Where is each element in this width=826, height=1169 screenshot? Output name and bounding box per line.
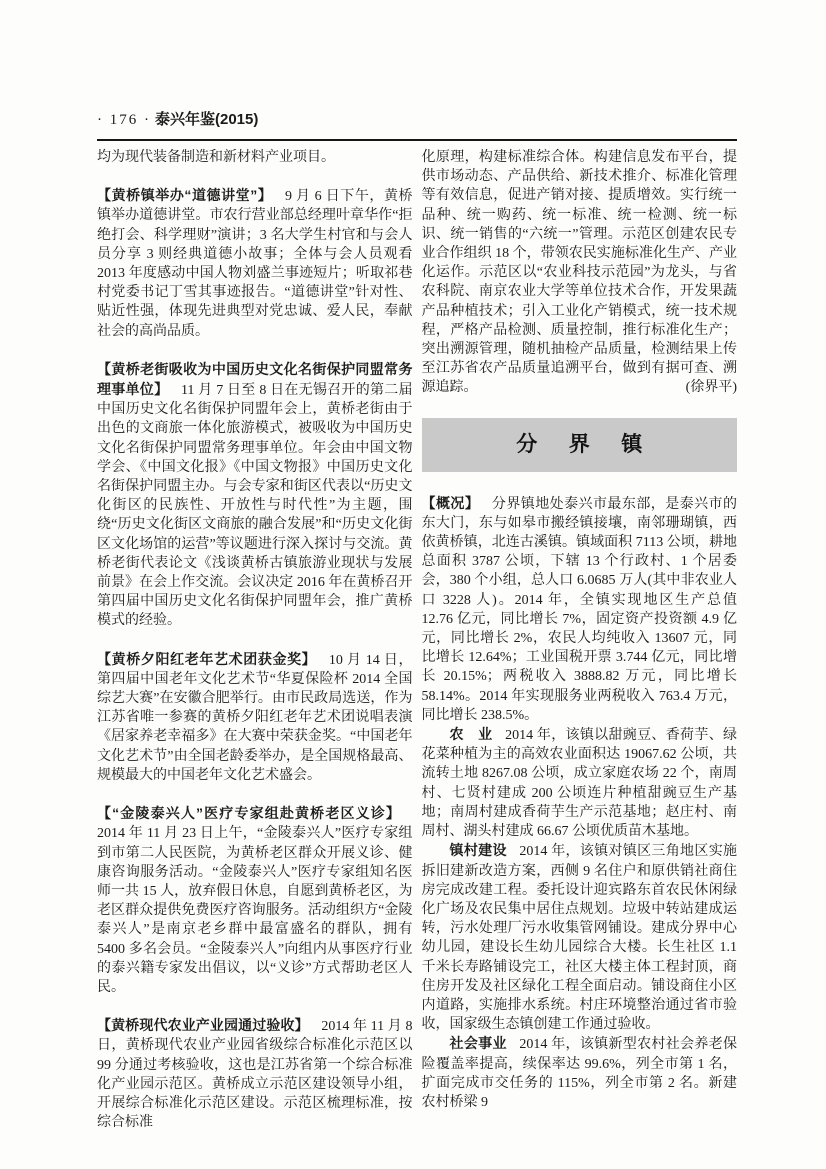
paragraph-text: 2014 年，该镇新型农村社会养老保险覆盖率提高，续保率达 99.6%，列全市第 1 名，扩面完成市交任务的 115%，列全市第 2 名。新建农村桥梁 9 bbox=[421, 1037, 738, 1110]
entry-paragraph bbox=[97, 360, 413, 631]
entry-paragraph bbox=[422, 725, 738, 841]
paragraph-text: 2014 年，该镇以甜豌豆、香荷芋、绿花菜种植为主的高效农业面积达 19067.62 公顷，共流转土地 8267.08 公顷，成立家庭农场 22 个，南周村、七贤村建成 200 公顷连片种植甜豌豆生产基地；南周村建成香荷芋生产示范基地；赵庄村、南周村、湖头村建成 66.67 公顷优质苗木基地。 bbox=[421, 728, 738, 840]
entry-heading: 【概况】 bbox=[421, 494, 480, 511]
entry-heading: 【“金陵泰兴人”医疗专家组赴黄桥老区义诊】 bbox=[97, 805, 400, 822]
entry-paragraph bbox=[97, 1016, 413, 1132]
entry-paragraph bbox=[97, 186, 413, 341]
paragraph-text: 均为现代装备制造和新材料产业项目。 bbox=[97, 150, 335, 165]
paragraph-text: 2014 年 11 月 23 日上午，“金陵泰兴人”医疗专家组到市第二人民医院，为黄桥老区群众开展义诊、健康咨询服务活动。“金陵泰兴人”医疗专家组知名医师一共 15 人，放弃假日休息，自愿到黄桥老区，为老区群众提供免费医疗咨询服务。活动组织方“金陵泰兴人”是南京老乡群中最富盛名的群队，拥有 5400 多名会员。“金陵泰兴人”向组内从事医疗行业的泰兴籍专家发出倡议，以“义诊”方式帮助老区人民。 bbox=[97, 826, 413, 995]
two-column-body bbox=[97, 148, 737, 1132]
entry-paragraph bbox=[97, 650, 413, 785]
town-section-banner bbox=[422, 418, 738, 472]
entry-paragraph bbox=[97, 804, 413, 997]
entry-paragraph bbox=[422, 841, 738, 1034]
paragraph-text: 2014 年 11 月 8 日，黄桥现代农业产业园省级综合标准化示范区以 99 分通过考核验收，这也是江苏省第一个综合标准化产业园示范区。黄桥成立示范区建设领导小组，开展综合标准化示范区建设。示范区梳理标准，按综合标准 bbox=[97, 1019, 413, 1131]
entry-subheading: 社会事业 bbox=[449, 1035, 507, 1052]
entry-paragraph bbox=[422, 1034, 738, 1112]
paragraph-text: 化原理，构建标准综合体。构建信息发布平台，提供市场动态、产品供给、新技术推介、标准化管理等有效信息，促进产销对接、提质增效。实行统一品种、统一购药、统一标准、统一检测、统一标识、统一销售的“六统一”管理。示范区创建农民专业合作组织 18 个，带领农民实施标准化生产、产业化运作。示范区以“农业科技示范园”为龙头，与省农科院、南京农业大学等单位技术合作，开发果蔬产品种植技术；引入工业化产销模式，统一技术规程，严格产品检测、质量控制，推行标准化生产；突出溯源管理，随机抽检产品质量，检测结果上传至江苏省农产品质量追溯平台，做到有据可查、溯源追踪。 bbox=[421, 150, 737, 396]
left-column bbox=[97, 148, 413, 1132]
book-title: 泰兴年鉴(2015) bbox=[155, 111, 259, 128]
entry-paragraph bbox=[422, 494, 738, 725]
entry-heading: 【黄桥现代农业产业园通过验收】 bbox=[97, 1017, 309, 1034]
page-number: · 176 · bbox=[97, 112, 151, 128]
entry-subheading: 镇村建设 bbox=[449, 842, 507, 859]
paragraph-text: 2014 年，该镇对镇区三角地区实施拆旧建新改造方案，西侧 9 名住户和原供销社商住房完成改建工程。委托设计迎宾路东首农民休闲绿化广场及农民集中居住点规划。垃圾中转站建成运转，污水处理厂污水收集管网铺设。建成分界中心幼儿园，建设长生幼儿园综合大楼。长生社区 1.1 千米长寿路铺设完工，社区大楼主体工程封顶，商住房开发及社区绿化工程全面启动。铺设商住小区内道路，实施排水系统。村庄环境整治通过省市验收，国家级生态镇创建工作通过验收。 bbox=[421, 844, 738, 1033]
town-banner-title: 分界镇 bbox=[516, 433, 674, 457]
paragraph-continuation bbox=[422, 148, 738, 398]
entry-heading: 【黄桥镇举办“道德讲堂”】 bbox=[97, 187, 273, 204]
paragraph-text: 10 月 14 日，第四届中国老年文化艺术节“华夏保险杯 2014 全国综艺大赛”在安徽合肥举行。由市民政局选送，作为江苏省唯一参赛的黄桥夕阳红老年艺术团说唱表演《居家养老幸福多》在大赛中荣获金奖。“中国老年文化艺术节”由全国老龄委举办，是全国规格最高、规模最大的中国老年文化艺术盛会。 bbox=[97, 652, 413, 783]
entry-subheading: 农 业 bbox=[449, 726, 493, 743]
author-attribution: (徐界平) bbox=[685, 380, 737, 396]
entry-heading: 【黄桥夕阳红老年艺术团获金奖】 bbox=[97, 650, 317, 667]
paragraph-text: 分界镇地处泰兴市最东部，是泰兴市的东大门，东与如皋市搬经镇接壤，南邻珊瑚镇，西依黄桥镇，北连古溪镇。镇域面积 7113 公顷，耕地总面积 3787 公顷，下辖 13 个行政村、1 个居委会，380 个小组，总人口 6.0685 万人(其中非农业人口 3228 人)。2014 年，全镇实现地区生产总值 12.76 亿元，同比增长 7%，固定资产投资额 4.9 亿元，同比增长 2%，农民人均纯收入 13607 元，同比增长 12.64%；工业国税开票 3.744 亿元，同比增长 20.15%；两税收入 3888.82 万元，同比增长 58.14%。2014 年实现服务业两税收入 763.4 万元，同比增长 238.5%。 bbox=[421, 496, 737, 723]
entry-heading: 【黄桥老街吸收为中国历史文化名街保护同盟常务理事单位】 bbox=[97, 360, 413, 398]
paragraph-text: 11 月 7 日至 8 日在无锡召开的第二届中国历史文化名街保护同盟年会上，黄桥老街由于出色的文商旅一体化旅游模式，被吸收为中国历史文化名街保护同盟常务理事单位。年会由中国文物学会、《中国文化报》《中国文物报》中国历史文化名街保护同盟主办。与会专家和街区代表以“历史文化街区的民族性、开放性与时代性”为主题，围绕“历史文化街区文商旅的融合发展”和“历史文化街区文化场馆的运营”等议题进行深入探讨与交流。黄桥老街代表论文《浅谈黄桥古镇旅游业现状与发展前景》在会上作交流。会议决定 2016 年在黄桥召开第四届中国历史文化名街保护同盟年会，推广黄桥模式的经验。 bbox=[97, 383, 413, 629]
paragraph-text: 9 月 6 日下午，黄桥镇举办道德讲堂。市农行营业部总经理叶章华作“拒绝打会、科学理财”演讲；3 名大学生村官和与会人员分享 3 则经典道德小故事；全体与会人员观看 2013 年度感动中国人物刘盛兰事迹短片；听取祁巷村党委书记丁雪其事迹报告。“道德讲堂”针对性、贴近性强，体现先进典型对党忠诚、爱人民，奉献社会的高尚品质。 bbox=[97, 189, 413, 339]
right-column bbox=[422, 148, 738, 1132]
paragraph-continuation bbox=[97, 148, 413, 167]
header-rule bbox=[97, 139, 737, 141]
running-head bbox=[97, 110, 737, 130]
